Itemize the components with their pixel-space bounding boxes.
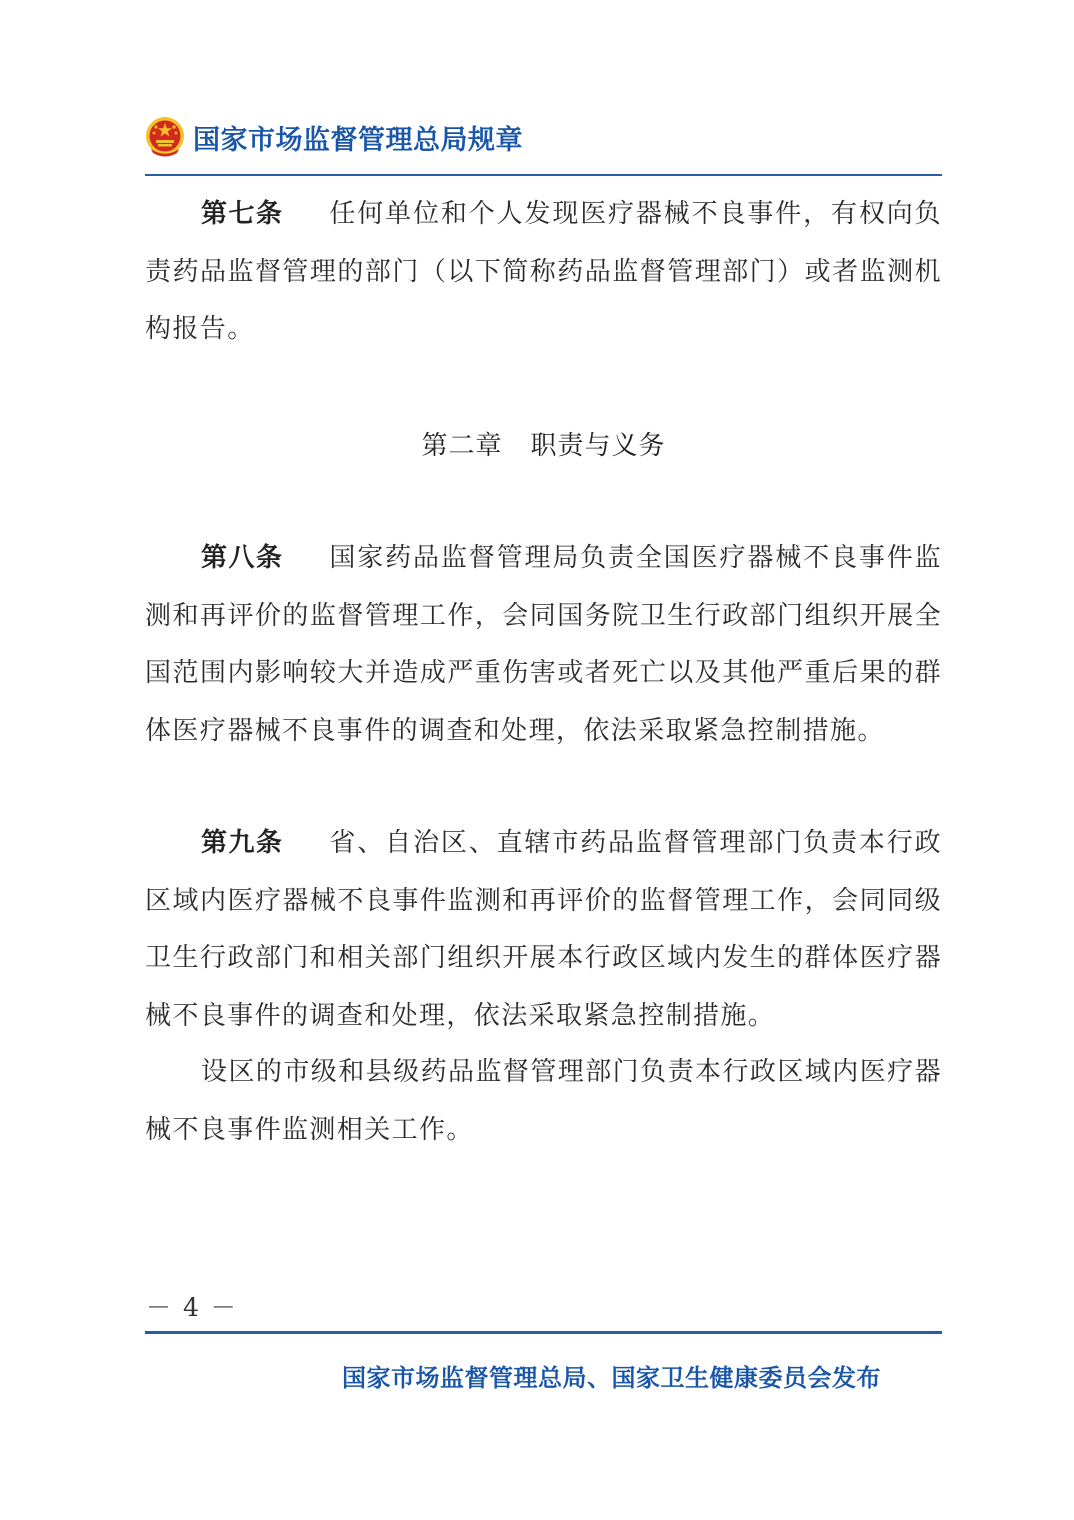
footer-divider xyxy=(145,1331,942,1334)
national-emblem-icon xyxy=(145,116,185,158)
article-9-paragraph-2: 设区的市级和县级药品监督管理部门负责本行政区域内医疗器械不良事件监测相关工作。 xyxy=(145,1057,942,1145)
header-divider xyxy=(145,174,942,176)
article-7-text: 任何单位和个人发现医疗器械不良事件，有权向负责药品监督管理的部门（以下简称药品监督管理部门）或者监测机构报告。 xyxy=(145,199,942,344)
chapter-title: 职责与义务 xyxy=(530,431,666,461)
article-9 xyxy=(145,815,942,1045)
article-8 xyxy=(145,530,942,760)
article-8-label: 第八条 xyxy=(201,543,284,573)
footer-publisher: 国家市场监督管理总局、国家卫生健康委员会发布 xyxy=(342,1364,881,1392)
article-7 xyxy=(145,186,942,359)
chapter-number: 第二章 xyxy=(421,431,503,461)
article-9-label: 第九条 xyxy=(201,828,284,858)
page-number: － 4 － xyxy=(146,1293,238,1322)
header-title: 国家市场监督管理总局规章 xyxy=(193,125,523,156)
chapter-heading xyxy=(145,425,942,462)
page-header xyxy=(145,116,942,176)
article-9-text: 省、自治区、直辖市药品监督管理部门负责本行政区域内医疗器械不良事件监测和再评价的监督管理工作，会同同级卫生行政部门和相关部门组织开展本行政区域内发生的群体医疗器械不良事件的调查和处理，依法采取紧急控制措施。 xyxy=(145,828,942,1031)
article-7-label: 第七条 xyxy=(201,199,284,229)
article-8-text: 国家药品监督管理局负责全国医疗器械不良事件监测和再评价的监督管理工作，会同国务院卫生行政部门组织开展全国范围内影响较大并造成严重伤害或者死亡以及其他严重后果的群体医疗器械不良事件的调查和处理，依法采取紧急控制措施。 xyxy=(145,543,942,746)
